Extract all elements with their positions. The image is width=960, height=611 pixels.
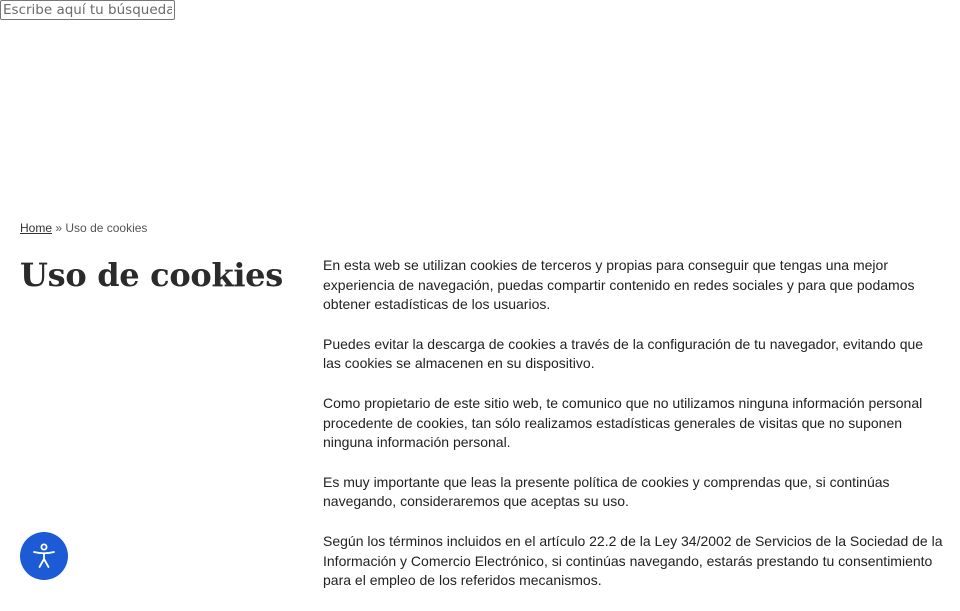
breadcrumb-separator: » [55, 221, 63, 235]
breadcrumb-home-link[interactable]: Home [20, 221, 53, 235]
breadcrumb [20, 220, 147, 236]
content-paragraph: Puedes evitar la descarga de cookies a través de la configuración de tu navegador, evitando que las cookies se almacenen en su dispositivo. [323, 335, 924, 372]
search-input[interactable] [0, 0, 175, 20]
content-paragraph: Es muy importante que leas la presente política de cookies y comprendas que, si continúas navegando, consideraremos que aceptas su uso. [323, 473, 890, 510]
breadcrumb-current: Uso de cookies [65, 221, 148, 235]
accessibility-icon [29, 541, 59, 571]
page-title: Uso de cookies [20, 256, 283, 294]
content-paragraph: Según los términos incluidos en el artículo 22.2 de la Ley 34/2002 de Servicios de la Sociedad de la Información y Comercio Electrónico, si continúas navegando, estarás prestando tu consentimiento para el empleo de los referidos mecanismos. [323, 532, 943, 589]
cookies-content [323, 256, 943, 611]
search-bar [0, 0, 175, 20]
content-paragraph: En esta web se utilizan cookies de terceros y propias para conseguir que tengas una mejor experiencia de navegación, puedas compartir contenido en redes sociales y para que podamos obtener estadísticas de los usuarios. [323, 257, 915, 313]
accessibility-button[interactable] [20, 532, 68, 580]
content-paragraph: Como propietario de este sitio web, te comunico que no utilizamos ninguna información personal procedente de cookies, tan sólo realizamos estadísticas generales de visitas que no suponen ninguna información personal. [323, 394, 923, 451]
